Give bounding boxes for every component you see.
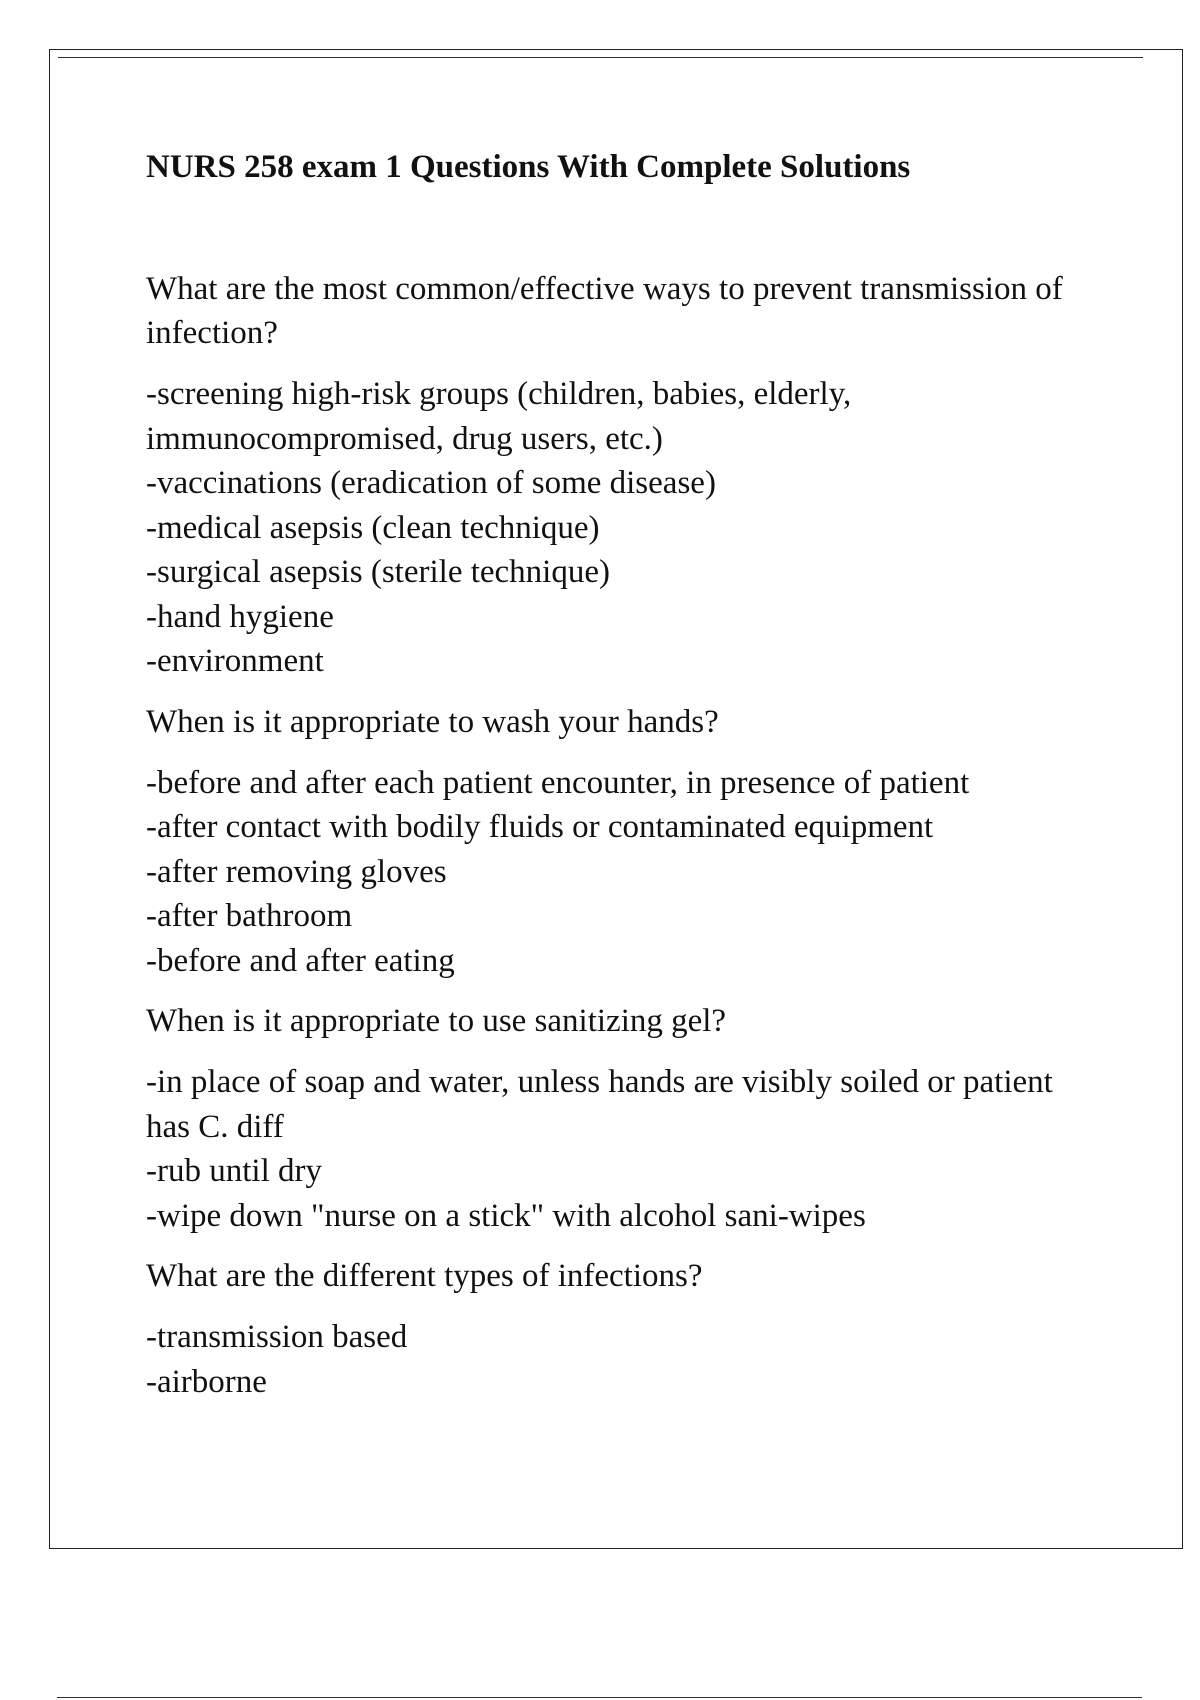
qa-block-2 bbox=[146, 700, 1096, 984]
answer-line: -hand hygiene bbox=[146, 598, 334, 635]
answer-line: -airborne bbox=[146, 1363, 267, 1400]
answer-line: -in place of soap and water, unless hands are visibly soiled or patient has C. diff bbox=[146, 1064, 1053, 1145]
answer-line: -transmission based bbox=[146, 1319, 408, 1355]
answer-line: -surgical asepsis (sterile technique) bbox=[146, 554, 610, 590]
bottom-rule bbox=[57, 1697, 1142, 1698]
answer-line: -screening high-risk groups (children, babies, elderly, immunocompromised, drug users, etc.) bbox=[146, 376, 852, 457]
answer-line: -before and after each patient encounter, in presence of patient bbox=[146, 764, 970, 801]
answer-list bbox=[146, 1060, 1096, 1238]
qa-block-4 bbox=[146, 1254, 1096, 1404]
answer-line: -vaccinations (eradication of some disease) bbox=[146, 465, 716, 501]
answer-list bbox=[146, 372, 1096, 684]
qa-block-1 bbox=[146, 267, 1096, 684]
answer-line: -wipe down "nurse on a stick" with alcohol sani-wipes bbox=[146, 1197, 866, 1234]
question: What are the different types of infections? bbox=[146, 1258, 703, 1294]
question: When is it appropriate to use sanitizing gel? bbox=[146, 1003, 727, 1039]
question: What are the most common/effective ways to prevent transmission of infection? bbox=[146, 271, 1063, 351]
top-rule bbox=[58, 57, 1143, 58]
answer-list bbox=[146, 761, 1096, 984]
answer-line: -after contact with bodily fluids or contaminated equipment bbox=[146, 809, 934, 845]
answer-line: -after removing gloves bbox=[146, 853, 447, 890]
answer-line: -environment bbox=[146, 643, 324, 679]
answer-line: -rub until dry bbox=[146, 1153, 322, 1189]
qa-block-3 bbox=[146, 999, 1096, 1238]
document-body bbox=[146, 145, 1096, 1420]
document-title: NURS 258 exam 1 Questions With Complete Solutions bbox=[146, 149, 911, 185]
answer-line: -medical asepsis (clean technique) bbox=[146, 509, 600, 546]
answer-list bbox=[146, 1315, 1096, 1404]
question: When is it appropriate to wash your hands? bbox=[146, 703, 719, 740]
answer-line: -after bathroom bbox=[146, 898, 353, 934]
answer-line: -before and after eating bbox=[146, 942, 455, 979]
